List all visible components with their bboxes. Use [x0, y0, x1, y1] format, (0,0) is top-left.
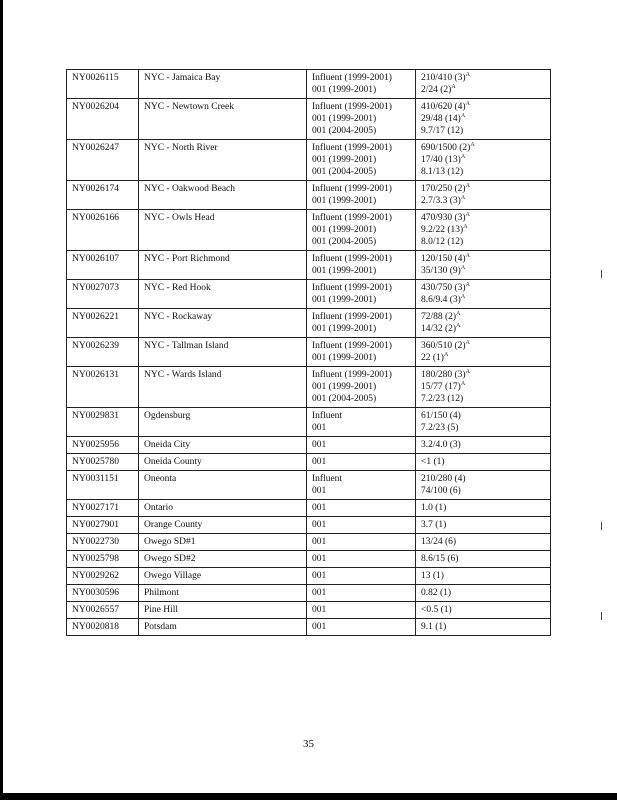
concentration-value: 360/510 (2) — [421, 341, 466, 351]
concentration-value: 8.1/13 (12) — [421, 167, 464, 177]
facility-name-cell: Orange County — [139, 517, 307, 534]
permit-number-cell: NY0026557 — [67, 602, 139, 619]
concentration-value-line — [421, 439, 546, 451]
concentration-cell — [416, 568, 551, 585]
concentration-value: 7.2/23 (12) — [421, 394, 464, 404]
footnote-marker: A — [465, 252, 470, 259]
permit-number-cell: NY0030596 — [67, 585, 139, 602]
source-label: Influent (1999-2001) — [312, 341, 392, 351]
source-label: Influent (1999-2001) — [312, 283, 392, 293]
concentration-value-line — [421, 422, 546, 434]
concentration-value-line — [421, 519, 546, 531]
concentration-value-line — [421, 236, 546, 248]
source-cell — [307, 70, 416, 99]
concentration-value: 61/150 (4) — [421, 411, 461, 421]
concentration-value-line — [421, 485, 546, 497]
concentration-value: 120/150 (4) — [421, 254, 466, 264]
facility-name-cell: Ogdensburg — [139, 408, 307, 437]
concentration-cell — [416, 534, 551, 551]
concentration-value: 410/620 (4) — [421, 102, 466, 112]
concentration-value-line — [421, 369, 546, 381]
table-row — [67, 280, 551, 309]
concentration-value-line — [421, 282, 546, 294]
source-label: 001 — [312, 588, 327, 598]
concentration-cell — [416, 408, 551, 437]
facility-name-cell: Oneida County — [139, 454, 307, 471]
source-cell — [307, 99, 416, 140]
footnote-marker: A — [465, 281, 470, 288]
concentration-value: 15/77 (17) — [421, 382, 461, 392]
source-cell — [307, 551, 416, 568]
facility-name-cell: NYC - Owls Head — [139, 210, 307, 251]
concentration-value-line — [421, 84, 546, 96]
concentration-cell — [416, 454, 551, 471]
facility-name-cell: NYC - Oakwood Beach — [139, 181, 307, 210]
footnote-marker: A — [460, 153, 466, 160]
source-cell — [307, 471, 416, 500]
source-label: 001 (1999-2001) — [312, 353, 377, 363]
source-label: 001 (1999-2001) — [312, 85, 377, 95]
facility-name-cell: Philmont — [139, 585, 307, 602]
facility-name-cell: NYC - Port Richmond — [139, 251, 307, 280]
facility-name-cell: Owego SD#2 — [139, 551, 307, 568]
source-cell — [307, 568, 416, 585]
concentration-value-line — [421, 553, 546, 565]
concentration-value: 8.0/12 (12) — [421, 237, 464, 247]
source-label: 001 — [312, 440, 327, 450]
footnote-marker: A — [465, 71, 470, 78]
page-number: 35 — [303, 738, 314, 750]
source-cell — [307, 517, 416, 534]
source-label: 001 (2004-2005) — [312, 394, 377, 404]
concentration-cell — [416, 367, 551, 408]
footnote-marker: A — [465, 182, 470, 189]
source-cell — [307, 602, 416, 619]
facility-name-cell: Pine Hill — [139, 602, 307, 619]
source-label: 001 — [312, 571, 327, 581]
permit-number-cell: NY0027073 — [67, 280, 139, 309]
permit-number-cell: NY0029262 — [67, 568, 139, 585]
source-label: Influent (1999-2001) — [312, 213, 392, 223]
concentration-cell — [416, 437, 551, 454]
footnote-marker: A — [465, 339, 470, 346]
table-row — [67, 517, 551, 534]
concentration-value: 2.7/3.3 (3) — [421, 196, 461, 206]
source-label: Influent (1999-2001) — [312, 102, 392, 112]
permit-number-cell: NY0026107 — [67, 251, 139, 280]
source-label: 001 (1999-2001) — [312, 225, 377, 235]
source-label: 001 — [312, 503, 327, 513]
concentration-value-line — [421, 294, 546, 306]
concentration-cell — [416, 251, 551, 280]
footnote-marker: A — [443, 351, 449, 358]
concentration-value-line — [421, 456, 546, 468]
footnote-marker: A — [460, 112, 466, 119]
source-label: 001 (1999-2001) — [312, 266, 377, 276]
concentration-value: 430/750 (3) — [421, 283, 466, 293]
facility-name-cell: Potsdam — [139, 619, 307, 636]
table-row — [67, 585, 551, 602]
concentration-value: 13/24 (6) — [421, 537, 457, 547]
footnote-marker: A — [460, 264, 466, 271]
permit-number-cell: NY0031151 — [67, 471, 139, 500]
concentration-cell — [416, 517, 551, 534]
footnote-marker: A — [451, 83, 456, 90]
facility-name-cell: Oneida City — [139, 437, 307, 454]
permit-number-cell: NY0026247 — [67, 140, 139, 181]
scan-border-left — [0, 0, 3, 800]
permit-number-cell: NY0026115 — [67, 70, 139, 99]
concentration-value-line — [421, 502, 546, 514]
source-label: 001 (1999-2001) — [312, 324, 377, 334]
concentration-value-line — [421, 224, 546, 236]
source-label: Influent — [312, 474, 343, 484]
source-label: 001 — [312, 622, 327, 632]
permit-number-cell: NY0022730 — [67, 534, 139, 551]
table-row — [67, 500, 551, 517]
source-cell — [307, 500, 416, 517]
table-row — [67, 367, 551, 408]
source-cell — [307, 309, 416, 338]
source-label: Influent (1999-2001) — [312, 184, 392, 194]
concentration-value-line — [421, 166, 546, 178]
footnote-marker: A — [465, 211, 470, 218]
facility-name-cell: Ontario — [139, 500, 307, 517]
concentration-value: 9.7/17 (12) — [421, 126, 464, 136]
facility-name-cell: NYC - Newtown Creek — [139, 99, 307, 140]
source-label: Influent (1999-2001) — [312, 73, 392, 83]
table-row — [67, 619, 551, 636]
concentration-value-line — [421, 381, 546, 393]
concentration-cell — [416, 619, 551, 636]
concentration-value: 8.6/15 (6) — [421, 554, 459, 564]
concentration-value: <1 (1) — [421, 457, 445, 467]
concentration-value-line — [421, 113, 546, 125]
source-label: 001 (1999-2001) — [312, 295, 377, 305]
concentration-cell — [416, 585, 551, 602]
concentration-value-line — [421, 195, 546, 207]
concentration-value-line — [421, 253, 546, 265]
table-row — [67, 251, 551, 280]
concentration-value: 29/48 (14) — [421, 114, 461, 124]
concentration-value: 1.0 (1) — [421, 503, 447, 513]
footnote-marker: A — [460, 194, 466, 201]
scan-border-bottom — [0, 793, 617, 800]
concentration-value: 9.1 (1) — [421, 622, 447, 632]
concentration-value: 3.2/4.0 (3) — [421, 440, 461, 450]
concentration-value: 180/280 (3) — [421, 370, 466, 380]
source-cell — [307, 619, 416, 636]
data-table — [66, 69, 551, 636]
table-row — [67, 181, 551, 210]
scan-mark — [601, 612, 602, 620]
source-cell — [307, 454, 416, 471]
concentration-value-line — [421, 393, 546, 405]
permit-number-cell: NY0027171 — [67, 500, 139, 517]
concentration-value: 9.2/22 (13) — [421, 225, 464, 235]
footnote-marker: A — [456, 310, 461, 317]
table-body — [67, 70, 551, 636]
table-row — [67, 210, 551, 251]
facility-name-cell: Owego SD#1 — [139, 534, 307, 551]
source-label: 001 (1999-2001) — [312, 114, 377, 124]
concentration-cell — [416, 140, 551, 181]
facility-name-cell: NYC - Tallman Island — [139, 338, 307, 367]
concentration-value-line — [421, 340, 546, 352]
concentration-value-line — [421, 604, 546, 616]
source-cell — [307, 280, 416, 309]
facility-name-cell: Oneonta — [139, 471, 307, 500]
concentration-value: 2/24 (2) — [421, 85, 452, 95]
source-label: 001 — [312, 605, 327, 615]
concentration-value-line — [421, 621, 546, 633]
permit-number-cell: NY0026221 — [67, 309, 139, 338]
concentration-value-line — [421, 473, 546, 485]
source-label: 001 — [312, 520, 327, 530]
table-row — [67, 454, 551, 471]
footnote-marker: A — [456, 322, 461, 329]
concentration-cell — [416, 70, 551, 99]
table-row — [67, 99, 551, 140]
source-label: Influent (1999-2001) — [312, 370, 392, 380]
concentration-value: 7.2/23 (5) — [421, 423, 459, 433]
permit-number-cell: NY0025780 — [67, 454, 139, 471]
concentration-value-line — [421, 265, 546, 277]
table-row — [67, 534, 551, 551]
source-label: 001 — [312, 537, 327, 547]
concentration-value: 22 (1) — [421, 353, 444, 363]
source-label: 001 (1999-2001) — [312, 382, 377, 392]
source-label: 001 — [312, 554, 327, 564]
concentration-value: 0.82 (1) — [421, 588, 452, 598]
concentration-value-line — [421, 142, 546, 154]
concentration-value: 210/280 (4) — [421, 474, 466, 484]
facility-name-cell: NYC - Red Hook — [139, 280, 307, 309]
table-row — [67, 338, 551, 367]
source-cell — [307, 437, 416, 454]
source-label: Influent — [312, 411, 343, 421]
concentration-value: 170/250 (2) — [421, 184, 466, 194]
table-row — [67, 408, 551, 437]
footnote-marker: A — [460, 293, 466, 300]
permit-number-cell: NY0027901 — [67, 517, 139, 534]
scan-mark — [601, 522, 602, 530]
source-label: 001 (1999-2001) — [312, 196, 377, 206]
table-row — [67, 602, 551, 619]
facility-name-cell: NYC - North River — [139, 140, 307, 181]
concentration-cell — [416, 500, 551, 517]
concentration-value-line — [421, 323, 546, 335]
concentration-cell — [416, 99, 551, 140]
concentration-value-line — [421, 212, 546, 224]
concentration-value-line — [421, 587, 546, 599]
footnote-marker: A — [460, 380, 466, 387]
source-cell — [307, 181, 416, 210]
concentration-value-line — [421, 101, 546, 113]
facility-name-cell: NYC - Jamaica Bay — [139, 70, 307, 99]
concentration-value: 72/88 (2) — [421, 312, 457, 322]
facility-name-cell: Owego Village — [139, 568, 307, 585]
concentration-value-line — [421, 154, 546, 166]
permit-number-cell: NY0026166 — [67, 210, 139, 251]
table-row — [67, 471, 551, 500]
table-row — [67, 568, 551, 585]
source-label: 001 — [312, 486, 327, 496]
permit-number-cell: NY0026131 — [67, 367, 139, 408]
table-row — [67, 309, 551, 338]
facility-name-cell: NYC - Rockaway — [139, 309, 307, 338]
concentration-value: 35/130 (9) — [421, 266, 461, 276]
permit-number-cell: NY0025798 — [67, 551, 139, 568]
concentration-value: 210/410 (3) — [421, 73, 466, 83]
concentration-value-line — [421, 352, 546, 364]
source-cell — [307, 140, 416, 181]
source-label: 001 (2004-2005) — [312, 167, 377, 177]
concentration-value-line — [421, 536, 546, 548]
concentration-value: 470/930 (3) — [421, 213, 466, 223]
scan-mark — [601, 270, 602, 278]
concentration-value: 14/32 (2) — [421, 324, 457, 334]
concentration-value: 690/1500 (2) — [421, 143, 471, 153]
concentration-cell — [416, 210, 551, 251]
source-label: Influent (1999-2001) — [312, 143, 392, 153]
table-row — [67, 140, 551, 181]
table-row — [67, 70, 551, 99]
permit-number-cell: NY0026239 — [67, 338, 139, 367]
source-label: Influent (1999-2001) — [312, 312, 392, 322]
source-label: 001 (2004-2005) — [312, 237, 377, 247]
permit-number-cell: NY0025956 — [67, 437, 139, 454]
facility-name-cell: NYC - Wards Island — [139, 367, 307, 408]
concentration-cell — [416, 181, 551, 210]
source-label: 001 (2004-2005) — [312, 126, 377, 136]
permit-number-cell: NY0026204 — [67, 99, 139, 140]
concentration-value-line — [421, 125, 546, 137]
concentration-value: 3.7 (1) — [421, 520, 447, 530]
concentration-value-line — [421, 311, 546, 323]
source-label: Influent (1999-2001) — [312, 254, 392, 264]
source-label: 001 — [312, 423, 327, 433]
concentration-value-line — [421, 570, 546, 582]
concentration-value-line — [421, 410, 546, 422]
concentration-value: 17/40 (13) — [421, 155, 461, 165]
footnote-marker: A — [463, 223, 468, 230]
concentration-value: <0.5 (1) — [421, 605, 452, 615]
source-cell — [307, 534, 416, 551]
concentration-value-line — [421, 72, 546, 84]
source-cell — [307, 251, 416, 280]
footnote-marker: A — [465, 100, 470, 107]
footnote-marker: A — [470, 141, 475, 148]
concentration-value: 13 (1) — [421, 571, 444, 581]
source-cell — [307, 585, 416, 602]
source-cell — [307, 210, 416, 251]
concentration-cell — [416, 551, 551, 568]
concentration-value: 74/100 (6) — [421, 486, 461, 496]
table-row — [67, 437, 551, 454]
source-cell — [307, 338, 416, 367]
concentration-value-line — [421, 183, 546, 195]
concentration-cell — [416, 602, 551, 619]
table-row — [67, 551, 551, 568]
source-label: 001 — [312, 457, 327, 467]
source-label: 001 (1999-2001) — [312, 155, 377, 165]
concentration-value: 8.6/9.4 (3) — [421, 295, 461, 305]
concentration-cell — [416, 471, 551, 500]
concentration-cell — [416, 309, 551, 338]
concentration-cell — [416, 280, 551, 309]
source-cell — [307, 367, 416, 408]
permit-number-cell: NY0029831 — [67, 408, 139, 437]
permit-number-cell: NY0020818 — [67, 619, 139, 636]
footnote-marker: A — [465, 368, 470, 375]
concentration-cell — [416, 338, 551, 367]
permit-number-cell: NY0026174 — [67, 181, 139, 210]
source-cell — [307, 408, 416, 437]
